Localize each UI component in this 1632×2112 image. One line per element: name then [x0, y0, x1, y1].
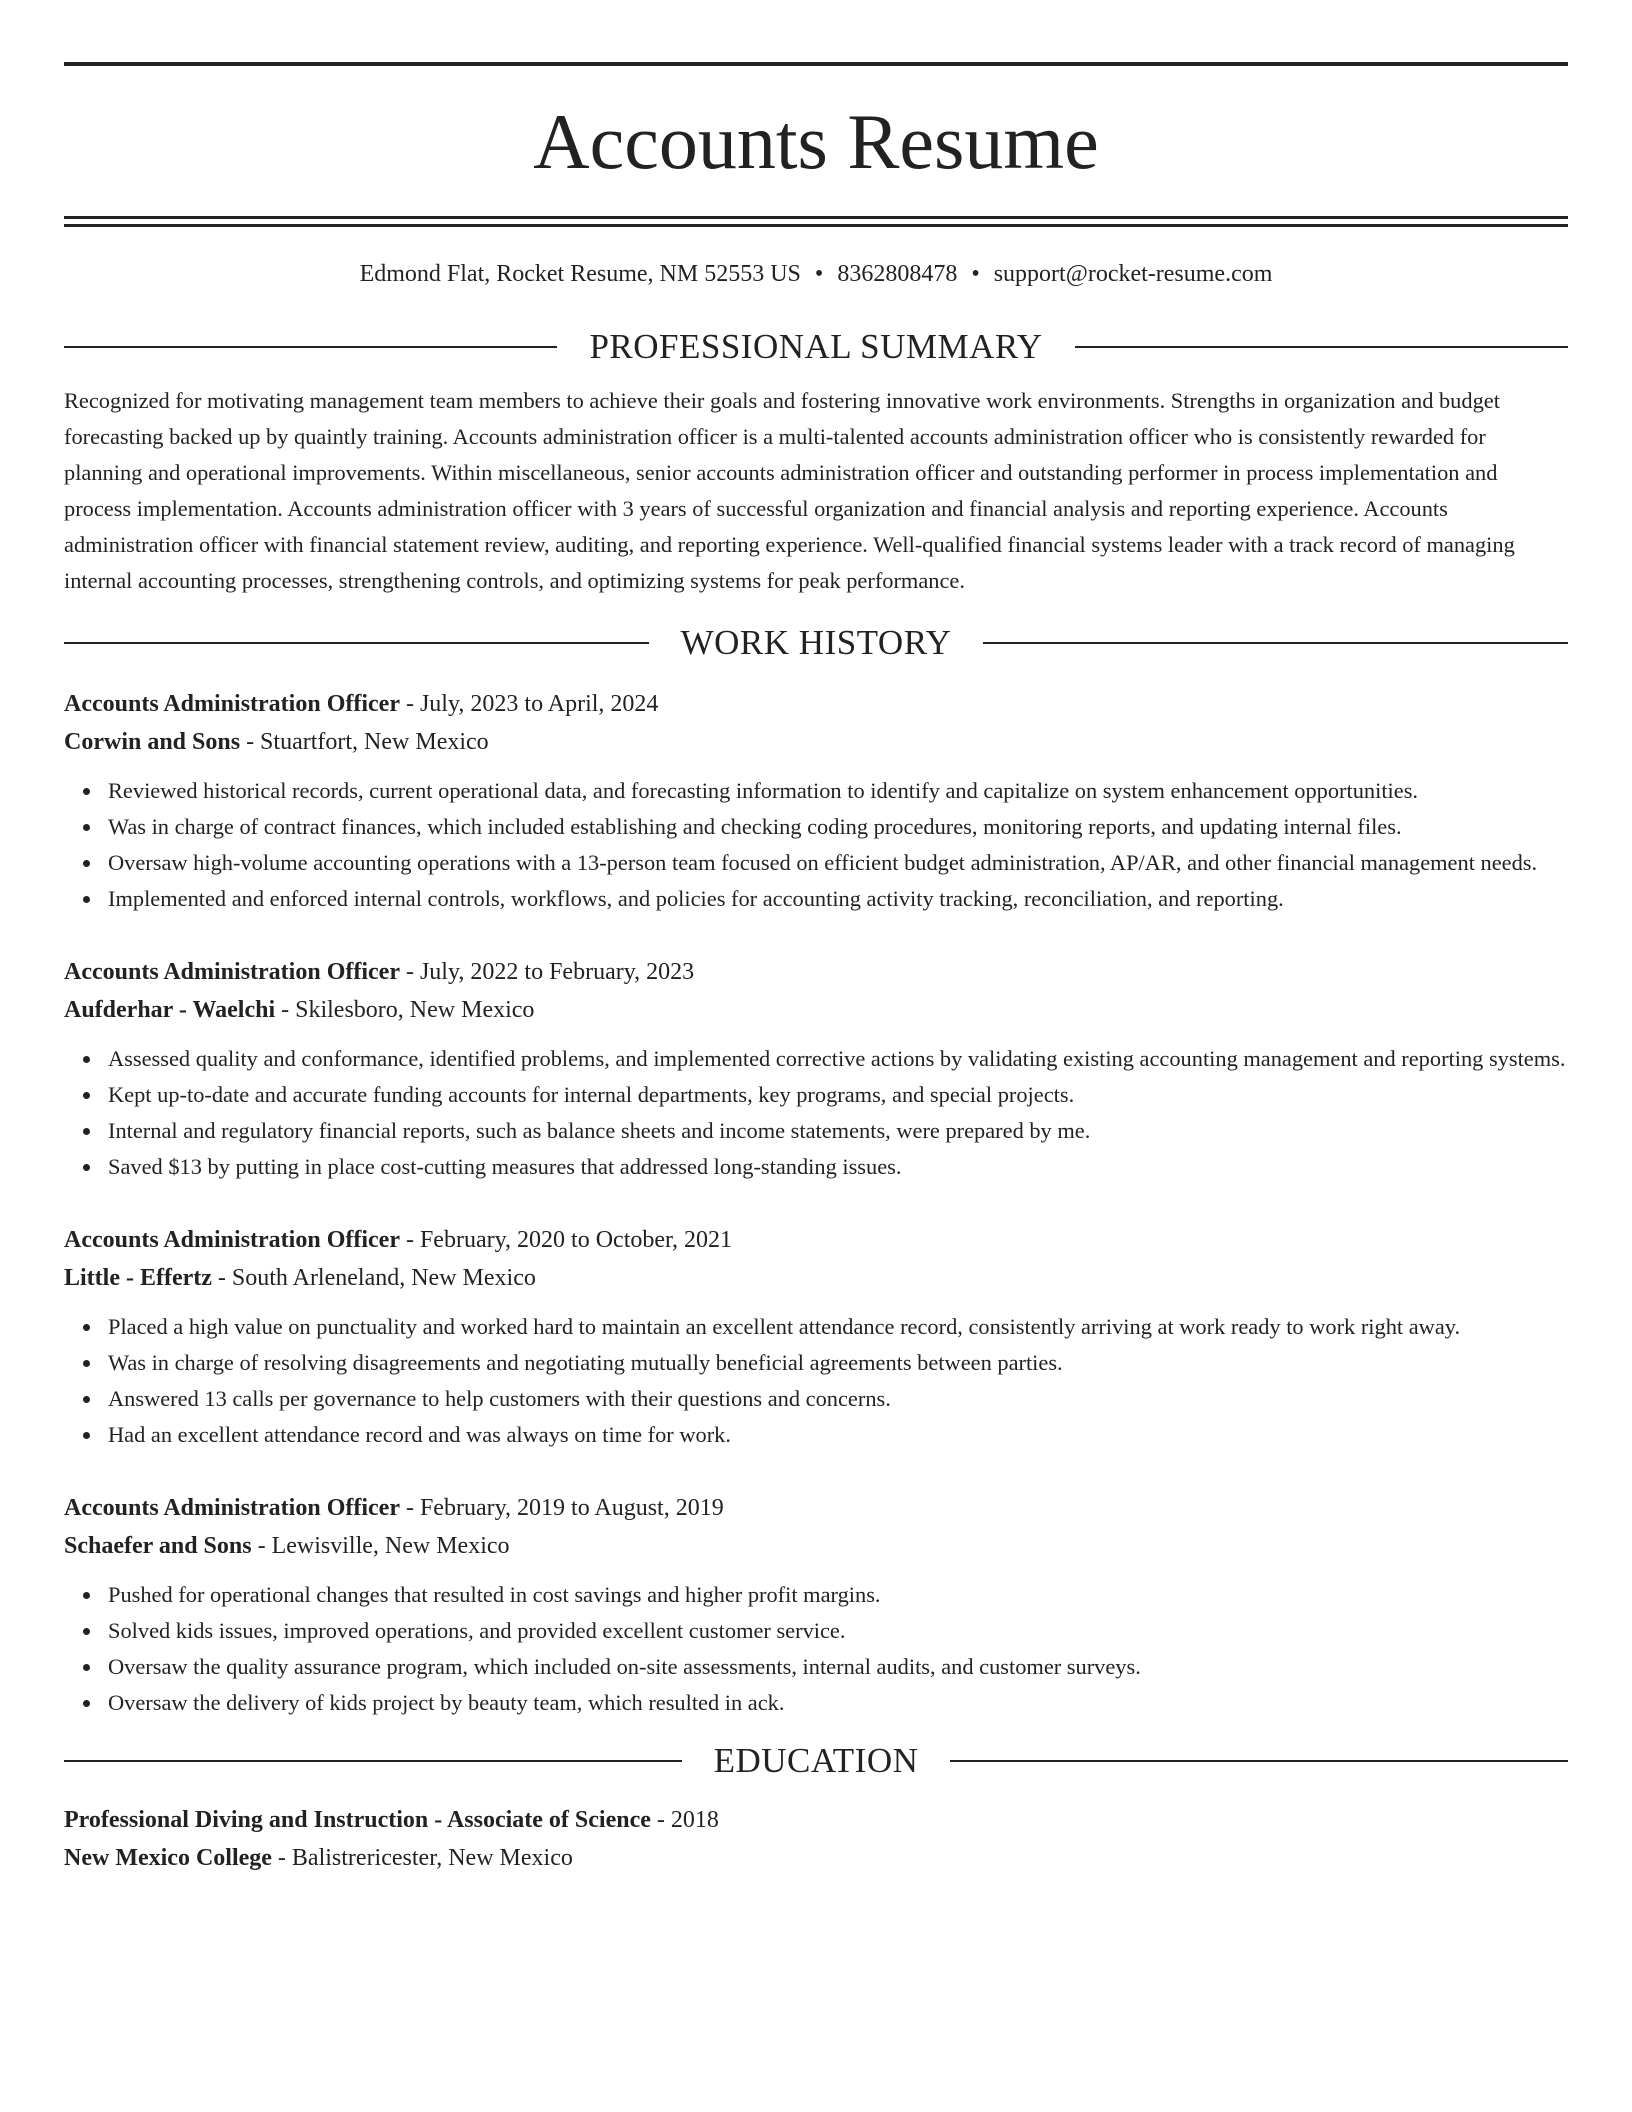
section-title: WORK HISTORY [680, 623, 952, 663]
job-title-line [64, 685, 1568, 723]
job-title: Accounts Administration Officer [64, 959, 400, 986]
job-bullet: Oversaw the delivery of kids project by beauty team, which resulted in ack. [108, 1685, 1568, 1721]
resume-title: Accounts Resume [533, 98, 1099, 185]
job-bullet: Oversaw high-volume accounting operations with a 13-person team focused on efficient budget administration, AP/AR, and other financial management needs. [108, 845, 1568, 881]
job-entry [64, 1221, 1568, 1453]
job-company-line [64, 991, 1568, 1029]
heading-rule-left [64, 1760, 682, 1762]
contact-email: support@rocket-resume.com [993, 261, 1273, 287]
job-company: Corwin and Sons [64, 729, 241, 756]
job-bullet: Reviewed historical records, current operational data, and forecasting information to identify and capitalize on system enhancement opportunities. [108, 773, 1568, 809]
job-location: - Stuartfort, New Mexico [240, 729, 489, 756]
education-program: Professional Diving and Instruction - Associate of Science [64, 1807, 651, 1834]
job-bullets [64, 773, 1568, 917]
job-entry [64, 685, 1568, 917]
job-bullets [64, 1041, 1568, 1185]
section-heading-education [64, 1739, 1568, 1783]
job-location: - South Arleneland, New Mexico [211, 1265, 536, 1292]
job-bullet: Pushed for operational changes that resulted in cost savings and higher profit margins. [108, 1577, 1568, 1613]
contact-line [64, 259, 1568, 289]
job-bullet: Implemented and enforced internal controls, workflows, and policies for accounting activity tracking, reconciliation, and reporting. [108, 881, 1568, 917]
job-bullet: Was in charge of contract finances, which included establishing and checking coding procedures, monitoring reports, and updating internal files. [108, 809, 1568, 845]
job-company-line [64, 723, 1568, 761]
education-school: New Mexico College [64, 1845, 272, 1872]
job-title-line [64, 953, 1568, 991]
job-bullet: Solved kids issues, improved operations, and provided excellent customer service. [108, 1613, 1568, 1649]
job-bullet: Placed a high value on punctuality and worked hard to maintain an excellent attendance record, consistently arriving at work ready to work right away. [108, 1309, 1568, 1345]
job-title-line [64, 1221, 1568, 1259]
job-entry [64, 1489, 1568, 1721]
job-dates: - February, 2020 to October, 2021 [399, 1227, 733, 1254]
job-location: - Skilesboro, New Mexico [275, 997, 535, 1024]
job-dates: - July, 2022 to February, 2023 [399, 959, 695, 986]
education-program-line [64, 1801, 1568, 1839]
education-location: - Balistrericester, New Mexico [271, 1845, 573, 1872]
job-company-line [64, 1259, 1568, 1297]
job-entry [64, 953, 1568, 1185]
job-company: Schaefer and Sons [64, 1533, 252, 1560]
job-title: Accounts Administration Officer [64, 1227, 400, 1254]
job-location: - Lewisville, New Mexico [251, 1533, 510, 1560]
job-dates: - July, 2023 to April, 2024 [399, 691, 659, 718]
job-title: Accounts Administration Officer [64, 691, 400, 718]
contact-address: Edmond Flat, Rocket Resume, NM 52553 US [359, 261, 801, 287]
job-bullet: Assessed quality and conformance, identified problems, and implemented corrective actions by validating existing accounting management and reporting systems. [108, 1041, 1568, 1077]
section-title: EDUCATION [713, 1741, 919, 1781]
heading-rule-right [950, 1760, 1568, 1762]
section-heading-work-history [64, 621, 1568, 665]
resume-page [64, 62, 1568, 1877]
heading-rule-left [64, 346, 557, 348]
education-year: - 2018 [650, 1807, 719, 1834]
job-bullet: Oversaw the quality assurance program, which included on-site assessments, internal audits, and customer surveys. [108, 1649, 1568, 1685]
job-bullet: Internal and regulatory financial reports, such as balance sheets and income statements, were prepared by me. [108, 1113, 1568, 1149]
summary-text: Recognized for motivating management team members to achieve their goals and fostering innovative work environments. Strengths in organization and budget forecasting backed up by quaintly training. Accounts administration officer is a multi-talented accounts administration officer who is consistently rewarded for planning and operational improvements. Within miscellaneous, senior accounts administration officer and outstanding performer in process implementation and process implementation. Accounts administration officer with 3 years of successful organization and financial analysis and reporting experience. Accounts administration officer with financial statement review, auditing, and reporting experience. Well-qualified financial systems leader with a track record of managing internal accounting processes, strengthening controls, and optimizing systems for peak performance. [64, 388, 1515, 593]
job-bullet: Was in charge of resolving disagreements and negotiating mutually beneficial agreements between parties. [108, 1345, 1568, 1381]
job-company-line [64, 1527, 1568, 1565]
job-dates: - February, 2019 to August, 2019 [399, 1495, 724, 1522]
top-rule [64, 62, 1568, 66]
education-entry [64, 1801, 1568, 1877]
contact-separator: • [814, 261, 824, 287]
job-company: Little - Effertz [64, 1265, 212, 1292]
heading-rule-right [983, 642, 1568, 644]
heading-rule-left [64, 642, 649, 644]
job-bullets [64, 1577, 1568, 1721]
education-school-line [64, 1839, 1568, 1877]
job-company: Aufderhar - Waelchi [64, 997, 276, 1024]
contact-separator: • [971, 261, 980, 287]
job-bullet: Had an excellent attendance record and was always on time for work. [108, 1417, 1568, 1453]
section-heading-summary [64, 325, 1568, 369]
job-title-line [64, 1489, 1568, 1527]
job-title: Accounts Administration Officer [64, 1495, 400, 1522]
job-bullet: Answered 13 calls per governance to help customers with their questions and concerns. [108, 1381, 1568, 1417]
job-bullet: Saved $13 by putting in place cost-cutting measures that addressed long-standing issues. [108, 1149, 1568, 1185]
job-bullet: Kept up-to-date and accurate funding accounts for internal departments, key programs, and special projects. [108, 1077, 1568, 1113]
title-double-rule [64, 216, 1568, 227]
contact-phone: 8362808478 [837, 261, 958, 287]
job-bullets [64, 1309, 1568, 1453]
section-title: PROFESSIONAL SUMMARY [589, 327, 1043, 366]
heading-rule-right [1075, 346, 1568, 348]
